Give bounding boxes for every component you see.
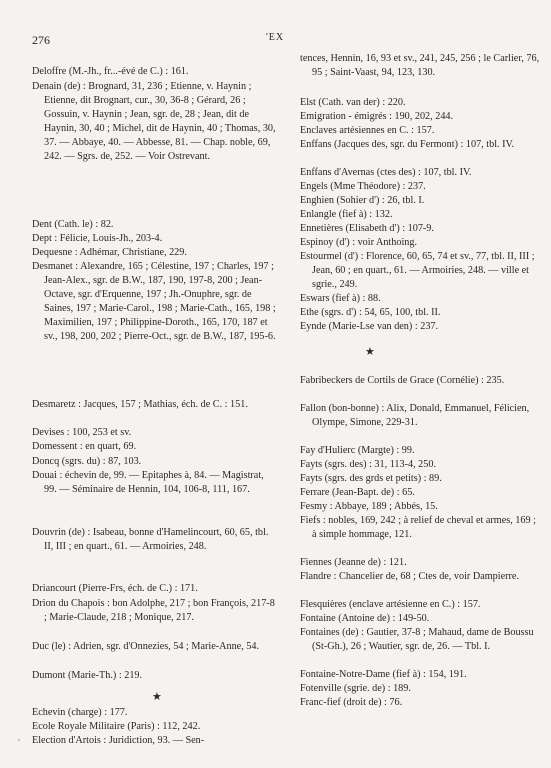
margin-mark: ' <box>18 738 20 749</box>
index-entry: Douai : échevin de, 99. — Epitaphes à, 84. — Magistrat, 99. — Séminaire de Hennin, 104, 106-8, 111, 167. <box>32 470 264 495</box>
index-entry: Eynde (Marie-Lse van den) : 237. <box>300 321 439 332</box>
index-entry: Eswars (fief à) : 88. <box>300 293 381 304</box>
page-number: 276 <box>32 33 50 47</box>
index-entry: tences, Hennin, 16, 93 et sv., 241, 245, 256 ; le Carlier, 76, 95 ; Saint-Vaast, 94, 123, 130. <box>300 53 540 78</box>
index-entry: Fay d'Hulierc (Margte) : 99. <box>300 445 415 456</box>
index-entry: Enclaves artésiennes en C. : 157. <box>300 125 435 136</box>
index-entry: Espinoy (d') : voir Anthoing. <box>300 237 418 248</box>
index-entry: Fontaine-Notre-Dame (fief à) : 154, 191. <box>300 669 467 680</box>
index-entry: Enlangle (fief à) : 132. <box>300 209 393 220</box>
running-head: 'EX <box>266 32 285 43</box>
index-entry: Election d'Artois : Juridiction, 93. — Sen- <box>32 735 205 746</box>
index-entry: Domessent : en quart, 69. <box>32 441 137 452</box>
index-entry: Denain (de) : Brognard, 31, 236 ; Etienne, v. Haynin ; Etienne, dit Brognart, cur., 30, 36-8 ; Gérard, 26 ; Gossuin, v. Haynin ; Jean, sgr. de, 28 ; Jean, dit de Haynin, 30, 40 ; Michel, dit de Haynin, 40 ; Thomas, 30, 37. — Abbaye, 40. — Abbesse, 81. — Chap. noble, 69, 242. — Sgrs. de, 252. — Voir Ostrevant. <box>32 81 276 162</box>
index-entry: Dent (Cath. le) : 82. <box>32 219 114 230</box>
section-separator-star: ★ <box>152 691 162 703</box>
index-entry: Fayts (sgrs. des) : 31, 113-4, 250. <box>300 459 437 470</box>
index-entry: Fiefs : nobles, 169, 242 ; à relief de cheval et armes, 169 ; à simple hommage, 121. <box>300 515 536 540</box>
index-entry: Desmanet : Alexandre, 165 ; Célestine, 197 ; Charles, 197 ; Jean-Alex., sgr. de B.W., 187, 190, 197-8, 200 ; Jean-Octave, sgr. d'Erquenne, 197 ; Jh.-Onuphre, sgr. de Saines, 197 ; Marie-Carol., 198 ; Marie-Cath., 165, 198 ; Maximilien, 197 ; Philippine-Doroth., 165, 170, 187 et sv., 198, 200, 202 ; Pierre-Oct., sgr. de B.W., 187, 195-6. <box>32 261 276 342</box>
index-entry: Fallon (bon-bonne) : Alix, Donald, Emmanuel, Félicien, Olympe, Simone, 229-31. <box>300 403 530 428</box>
index-entry: Driancourt (Pierre-Frs, éch. de C.) : 171. <box>32 583 198 594</box>
index-entry: Estourmel (d') : Florence, 60, 65, 74 et sv., 77, tbl. II, III ; Jean, 60 ; en quart., 61. — Armoiries, 248. — ville et sgrie., 249. <box>300 251 535 290</box>
index-entry: Enffans (Jacques des, sgr. du Fermont) : 107, tbl. IV. <box>300 139 515 150</box>
index-entry: Dept : Félicie, Louis-Jh., 203-4. <box>32 233 163 244</box>
index-entry: Ferrare (Jean-Bapt. de) : 65. <box>300 487 415 498</box>
index-entry: Fiennes (Jeanne de) : 121. <box>300 557 407 568</box>
index-entry: Drion du Chapois : bon Adolphe, 217 ; bon François, 217-8 ; Marie-Claude, 218 ; Monique, 217. <box>32 598 275 623</box>
index-entry: Ennetières (Elisabeth d') : 107-9. <box>300 223 434 234</box>
index-entry: Echevin (charge) : 177. <box>32 707 128 718</box>
index-entry: Fayts (sgrs. des grds et petits) : 89. <box>300 473 442 484</box>
index-entry: Fesmy : Abbaye, 189 ; Abbés, 15. <box>300 501 438 512</box>
index-entry: Duc (le) : Adrien, sgr. d'Onnezies, 54 ; Marie-Anne, 54. <box>32 641 260 652</box>
index-entry: Doncq (sgrs. du) : 87, 103. <box>32 456 142 467</box>
index-entry: Enghien (Sohier d') : 26, tbl. I. <box>300 195 425 206</box>
index-entry: Dequesne : Adhémar, Christiane, 229. <box>32 247 187 258</box>
index-entry: Desmaretz : Jacques, 157 ; Mathias, éch. de C. : 151. <box>32 399 248 410</box>
index-entry: Fontaines (de) : Gautier, 37-8 ; Mahaud, dame de Boussu (St-Gh.), 26 ; Wautier, sgr. de, 26. — Tbl. I. <box>300 627 534 652</box>
index-entry: Devises : 100, 253 et sv. <box>32 427 132 438</box>
index-entry: Flesquières (enclave artésienne en C.) : 157. <box>300 599 481 610</box>
index-entry: Deloffre (M.-Jh., fr...-évé de C.) : 161. <box>32 66 189 77</box>
index-entry: Fotenville (sgrie. de) : 189. <box>300 683 411 694</box>
index-entry: Dumont (Marie-Th.) : 219. <box>32 670 143 681</box>
index-entry: Franc-fief (droit de) : 76. <box>300 697 403 708</box>
index-entry: Fontaine (Antoine de) : 149-50. <box>300 613 430 624</box>
index-entry: Flandre : Chancelier de, 68 ; Ctes de, voir Dampierre. <box>300 571 519 582</box>
index-entry: Ethe (sgrs. d') : 54, 65, 100, tbl. II. <box>300 307 441 318</box>
index-entry: Enffans d'Avernas (ctes des) : 107, tbl. IV. <box>300 167 472 178</box>
index-entry: Ecole Royale Militaire (Paris) : 112, 242. <box>32 721 201 732</box>
index-entry: Elst (Cath. van der) : 220. <box>300 97 406 108</box>
index-entry: Douvrin (de) : Isabeau, bonne d'Hamelincourt, 60, 65, tbl. II, III ; en quart., 61. — Armoiries, 248. <box>32 527 269 552</box>
index-entry: Emigration - émigrés : 190, 202, 244. <box>300 111 454 122</box>
index-entry: Fabribeckers de Cortils de Grace (Cornélie) : 235. <box>300 375 505 386</box>
index-entry: Engels (Mme Théodore) : 237. <box>300 181 426 192</box>
section-separator-star: ★ <box>365 346 375 358</box>
